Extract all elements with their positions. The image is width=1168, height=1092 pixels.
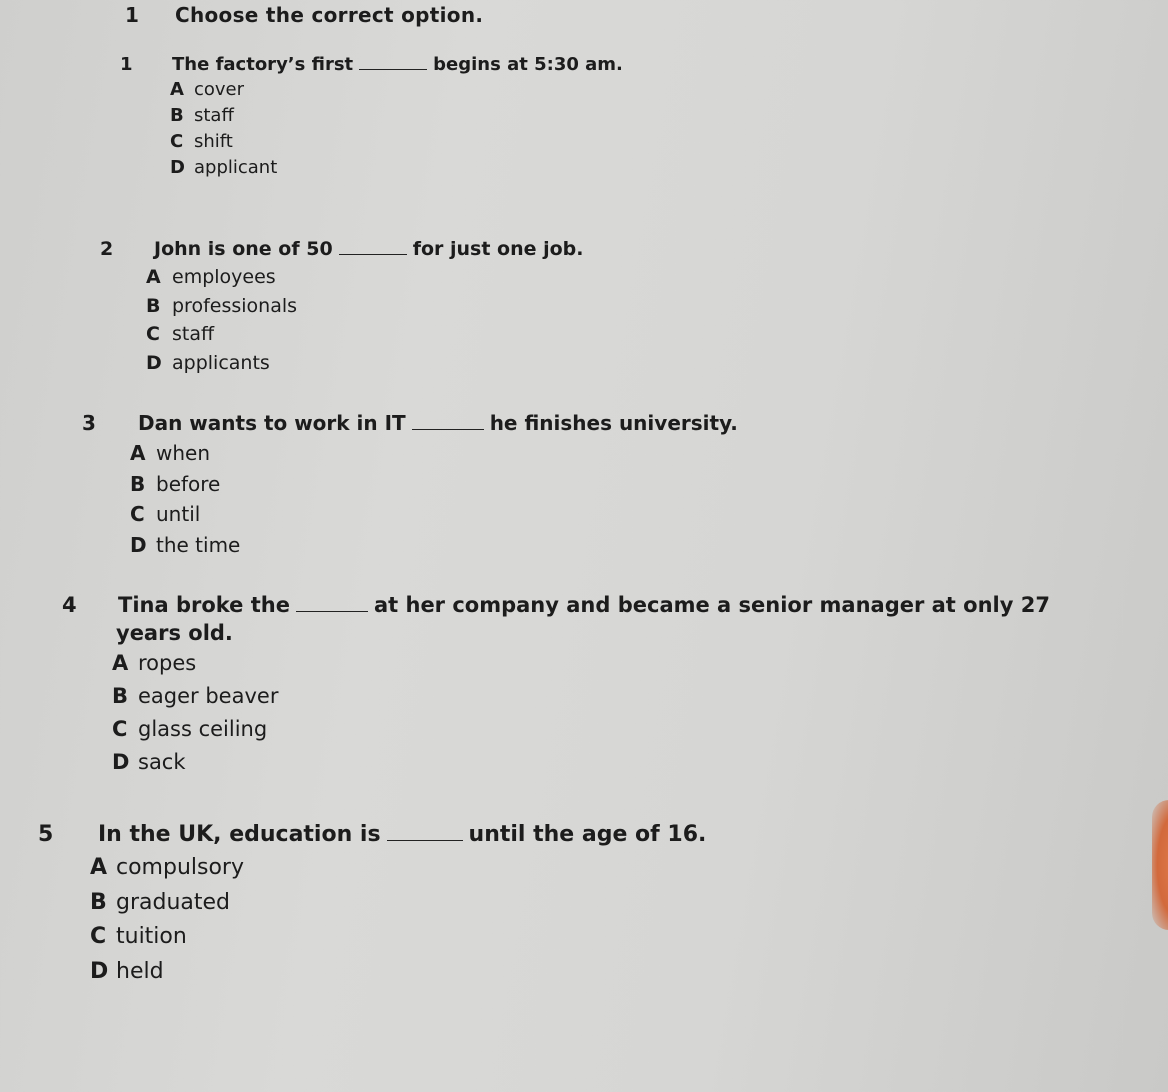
option-text: staff bbox=[194, 105, 234, 126]
option-text: until bbox=[156, 502, 201, 526]
option-list bbox=[130, 441, 738, 563]
stem-continuation: years old. bbox=[116, 621, 233, 645]
option-d[interactable] bbox=[90, 959, 706, 994]
question-4 bbox=[62, 593, 1050, 783]
option-letter: A bbox=[146, 266, 161, 288]
option-letter: D bbox=[112, 750, 130, 774]
option-text: tuition bbox=[116, 924, 187, 949]
option-letter: D bbox=[90, 958, 109, 984]
option-a[interactable] bbox=[90, 855, 706, 890]
answer-blank[interactable] bbox=[387, 839, 463, 841]
option-list bbox=[112, 651, 1050, 783]
option-text: shift bbox=[194, 131, 233, 152]
option-b[interactable] bbox=[146, 295, 584, 324]
option-a[interactable] bbox=[112, 651, 1050, 684]
option-letter: C bbox=[112, 717, 128, 741]
option-text: employees bbox=[172, 266, 276, 288]
stem-before-blank: The factory’s first bbox=[172, 54, 354, 75]
option-a[interactable] bbox=[130, 441, 738, 472]
option-text: cover bbox=[194, 79, 245, 100]
option-b[interactable] bbox=[130, 472, 738, 503]
question-stem bbox=[100, 238, 584, 260]
option-letter: C bbox=[170, 131, 184, 152]
option-letter: D bbox=[146, 351, 162, 374]
option-text: before bbox=[156, 471, 221, 496]
question-number: 2 bbox=[100, 238, 114, 260]
option-text: when bbox=[156, 441, 211, 465]
option-text: eager beaver bbox=[138, 684, 279, 708]
option-text: applicants bbox=[172, 351, 270, 374]
option-list bbox=[146, 266, 584, 380]
option-d[interactable] bbox=[146, 352, 584, 381]
option-letter: D bbox=[170, 157, 185, 178]
option-list bbox=[90, 855, 706, 993]
stem-before-blank: Tina broke the bbox=[118, 593, 290, 617]
option-text: sack bbox=[138, 750, 186, 774]
option-text: ropes bbox=[138, 651, 197, 675]
stem-before-blank: In the UK, education is bbox=[98, 822, 381, 847]
answer-blank[interactable] bbox=[339, 253, 407, 255]
option-letter: B bbox=[146, 294, 161, 317]
question-stem bbox=[120, 54, 623, 75]
option-letter: A bbox=[130, 441, 146, 465]
option-a[interactable] bbox=[146, 266, 584, 295]
option-letter: A bbox=[112, 651, 129, 675]
question-number: 5 bbox=[38, 822, 54, 847]
option-text: staff bbox=[172, 323, 215, 345]
question-stem bbox=[82, 411, 738, 435]
option-text: graduated bbox=[116, 889, 231, 915]
question-stem bbox=[62, 593, 1050, 617]
option-c[interactable] bbox=[170, 131, 623, 157]
option-letter: C bbox=[146, 323, 160, 345]
option-letter: A bbox=[170, 79, 184, 100]
option-letter: B bbox=[170, 105, 184, 126]
option-letter: A bbox=[90, 855, 108, 880]
option-list bbox=[170, 79, 623, 183]
exercise-heading bbox=[125, 3, 483, 27]
question-stem bbox=[38, 822, 706, 847]
option-c[interactable] bbox=[146, 323, 584, 352]
option-letter: B bbox=[90, 889, 107, 915]
option-text: glass ceiling bbox=[138, 717, 268, 741]
option-a[interactable] bbox=[170, 79, 623, 105]
question-5 bbox=[38, 822, 706, 993]
option-b[interactable] bbox=[170, 105, 623, 131]
option-text: professionals bbox=[172, 294, 298, 317]
option-letter: C bbox=[130, 502, 145, 526]
option-text: applicant bbox=[194, 157, 278, 178]
question-number: 1 bbox=[120, 54, 133, 75]
option-text: compulsory bbox=[116, 855, 244, 880]
option-b[interactable] bbox=[112, 684, 1050, 717]
question-1 bbox=[120, 54, 623, 183]
finger-edge bbox=[1152, 800, 1168, 930]
question-number: 4 bbox=[62, 593, 77, 617]
question-2 bbox=[100, 238, 584, 380]
stem-after-blank: until the age of 16. bbox=[468, 822, 707, 847]
option-c[interactable] bbox=[112, 717, 1050, 750]
exercise-number: 1 bbox=[125, 3, 140, 27]
answer-blank[interactable] bbox=[412, 428, 484, 430]
answer-blank[interactable] bbox=[359, 68, 427, 70]
stem-after-blank: begins at 5:30 am. bbox=[433, 54, 623, 75]
option-text: held bbox=[116, 958, 164, 984]
question-number: 3 bbox=[82, 411, 96, 435]
stem-after-blank: at her company and became a senior manager at only 27 bbox=[373, 593, 1050, 617]
answer-blank[interactable] bbox=[296, 610, 368, 612]
option-b[interactable] bbox=[90, 890, 706, 925]
option-text: the time bbox=[156, 532, 241, 557]
stem-after-blank: for just one job. bbox=[412, 238, 584, 260]
option-letter: B bbox=[130, 471, 146, 496]
option-c[interactable] bbox=[130, 502, 738, 533]
option-d[interactable] bbox=[130, 533, 738, 564]
option-d[interactable] bbox=[112, 750, 1050, 783]
question-3 bbox=[82, 411, 738, 563]
stem-after-blank: he finishes university. bbox=[489, 411, 738, 435]
stem-before-blank: John is one of 50 bbox=[154, 238, 333, 260]
option-letter: B bbox=[112, 684, 129, 708]
option-c[interactable] bbox=[90, 924, 706, 959]
option-letter: D bbox=[130, 532, 147, 557]
exercise-title: Choose the correct option. bbox=[175, 3, 484, 27]
stem-before-blank: Dan wants to work in IT bbox=[138, 411, 406, 435]
option-d[interactable] bbox=[170, 157, 623, 183]
option-letter: C bbox=[90, 924, 107, 949]
